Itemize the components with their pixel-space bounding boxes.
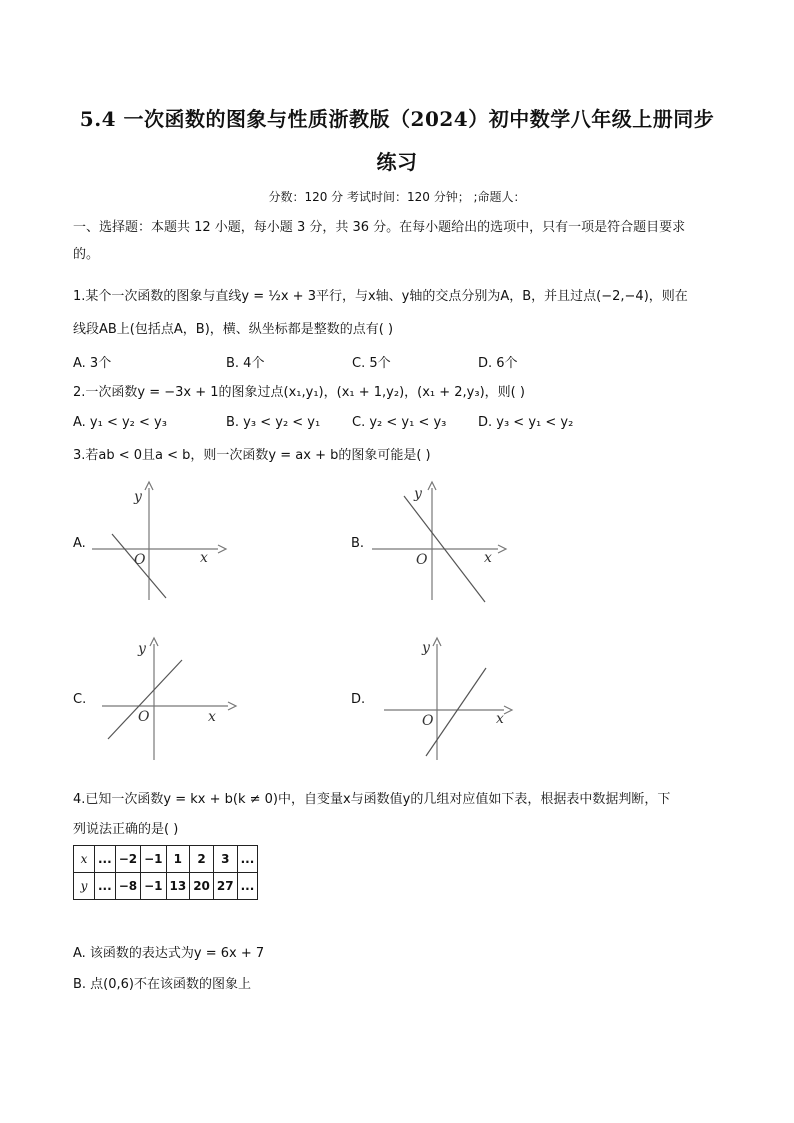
- graph-b-y-label: y: [414, 486, 422, 502]
- table-cell: ...: [95, 846, 116, 873]
- table-cell: −1: [141, 873, 166, 900]
- graph-a-x-arrow: [218, 545, 226, 553]
- table-cell: ...: [237, 873, 258, 900]
- question-2-stem: 2.一次函数y = −3x + 1的图象过点(x₁,y₁)，(x₁ + 1,y₂)，(x₁ + 2,y₃)，则( ): [73, 385, 525, 400]
- question-1-option-a: A. 3个: [73, 356, 112, 371]
- table-cell: 27: [213, 873, 237, 900]
- question-3-stem: 3.若ab < 0且a < b，则一次函数y = ax + b的图象可能是( ): [73, 448, 431, 463]
- table-row: [74, 846, 258, 873]
- table-row: [74, 873, 258, 900]
- value-table: [73, 845, 258, 900]
- section-instructions-continued: 的。: [73, 247, 100, 262]
- question-2-option-b: B. y₃ < y₂ < y₁: [226, 415, 321, 430]
- table-cell: 13: [166, 873, 190, 900]
- graph-c-x-arrow: [228, 702, 236, 710]
- graph-c-label: C.: [73, 692, 87, 707]
- graph-c-x-label: x: [208, 709, 216, 725]
- table-cell: ...: [95, 873, 116, 900]
- question-1-option-c: C. 5个: [352, 356, 391, 371]
- graph-d: [382, 634, 532, 764]
- graph-b: [370, 478, 520, 604]
- question-2-option-d: D. y₃ < y₁ < y₂: [478, 415, 574, 430]
- question-2-option-c: C. y₂ < y₁ < y₃: [352, 415, 447, 430]
- graph-a-label: A.: [73, 536, 86, 551]
- question-1-stem-continued: 线段AB上(包括点A，B)，横、纵坐标都是整数的点有( ): [73, 322, 394, 337]
- question-1-option-d: D. 6个: [478, 356, 518, 371]
- graph-b-x-arrow: [498, 545, 506, 553]
- graph-b-origin-label: O: [416, 552, 428, 568]
- graph-d-origin-label: O: [422, 713, 434, 729]
- question-1-option-b: B. 4个: [226, 356, 265, 371]
- exam-info: 分数：120 分 考试时间：120 分钟； ;命题人：: [268, 190, 526, 204]
- graph-d-function-line: [426, 668, 486, 756]
- graph-d-x-arrow: [504, 706, 512, 714]
- page-title: 5.4 一次函数的图象与性质浙教版（2024）初中数学八年级上册同步: [79, 107, 715, 131]
- table-cell: −1: [141, 846, 166, 873]
- graph-a-origin-label: O: [134, 552, 146, 568]
- graph-a-x-label: x: [200, 550, 208, 566]
- page-title-continued: 练习: [376, 150, 418, 174]
- graph-d-x-label: x: [496, 711, 504, 727]
- question-2-option-a: A. y₁ < y₂ < y₃: [73, 415, 167, 430]
- graph-a-y-label: y: [134, 489, 142, 505]
- question-4-option-b: B. 点(0,6)不在该函数的图象上: [73, 977, 252, 992]
- graph-d-label: D.: [351, 692, 366, 707]
- question-4-option-a: A. 该函数的表达式为y = 6x + 7: [73, 946, 265, 961]
- table-cell: y: [74, 873, 95, 900]
- table-cell: x: [74, 846, 95, 873]
- graph-c-function-line: [108, 660, 182, 739]
- table-cell: 2: [190, 846, 214, 873]
- graph-b-label: B.: [351, 536, 365, 551]
- question-4-stem: 4.已知一次函数y = kx + b(k ≠ 0)中，自变量x与函数值y的几组对应值如下表，根据表中数据判断，下: [73, 792, 671, 807]
- graph-a: [90, 478, 240, 604]
- section-instructions: 一、选择题：本题共 12 小题，每小题 3 分，共 36 分。在每小题给出的选项中，只有一项是符合题目要求: [73, 220, 686, 235]
- table-cell: 20: [190, 873, 214, 900]
- table-cell: 1: [166, 846, 190, 873]
- graph-c-y-label: y: [138, 641, 146, 657]
- table-cell: −8: [115, 873, 140, 900]
- graph-c-origin-label: O: [138, 709, 150, 725]
- graph-c: [100, 634, 250, 764]
- graph-d-y-label: y: [422, 640, 430, 656]
- table-cell: 3: [213, 846, 237, 873]
- table-cell: ...: [237, 846, 258, 873]
- question-4-stem-continued: 列说法正确的是( ): [73, 822, 179, 837]
- table-cell: −2: [115, 846, 140, 873]
- graph-b-x-label: x: [484, 550, 492, 566]
- question-1-stem: 1.某个一次函数的图象与直线y = ½x + 3平行，与x轴、y轴的交点分别为A，B，并且过点(−2,−4)，则在: [73, 289, 688, 304]
